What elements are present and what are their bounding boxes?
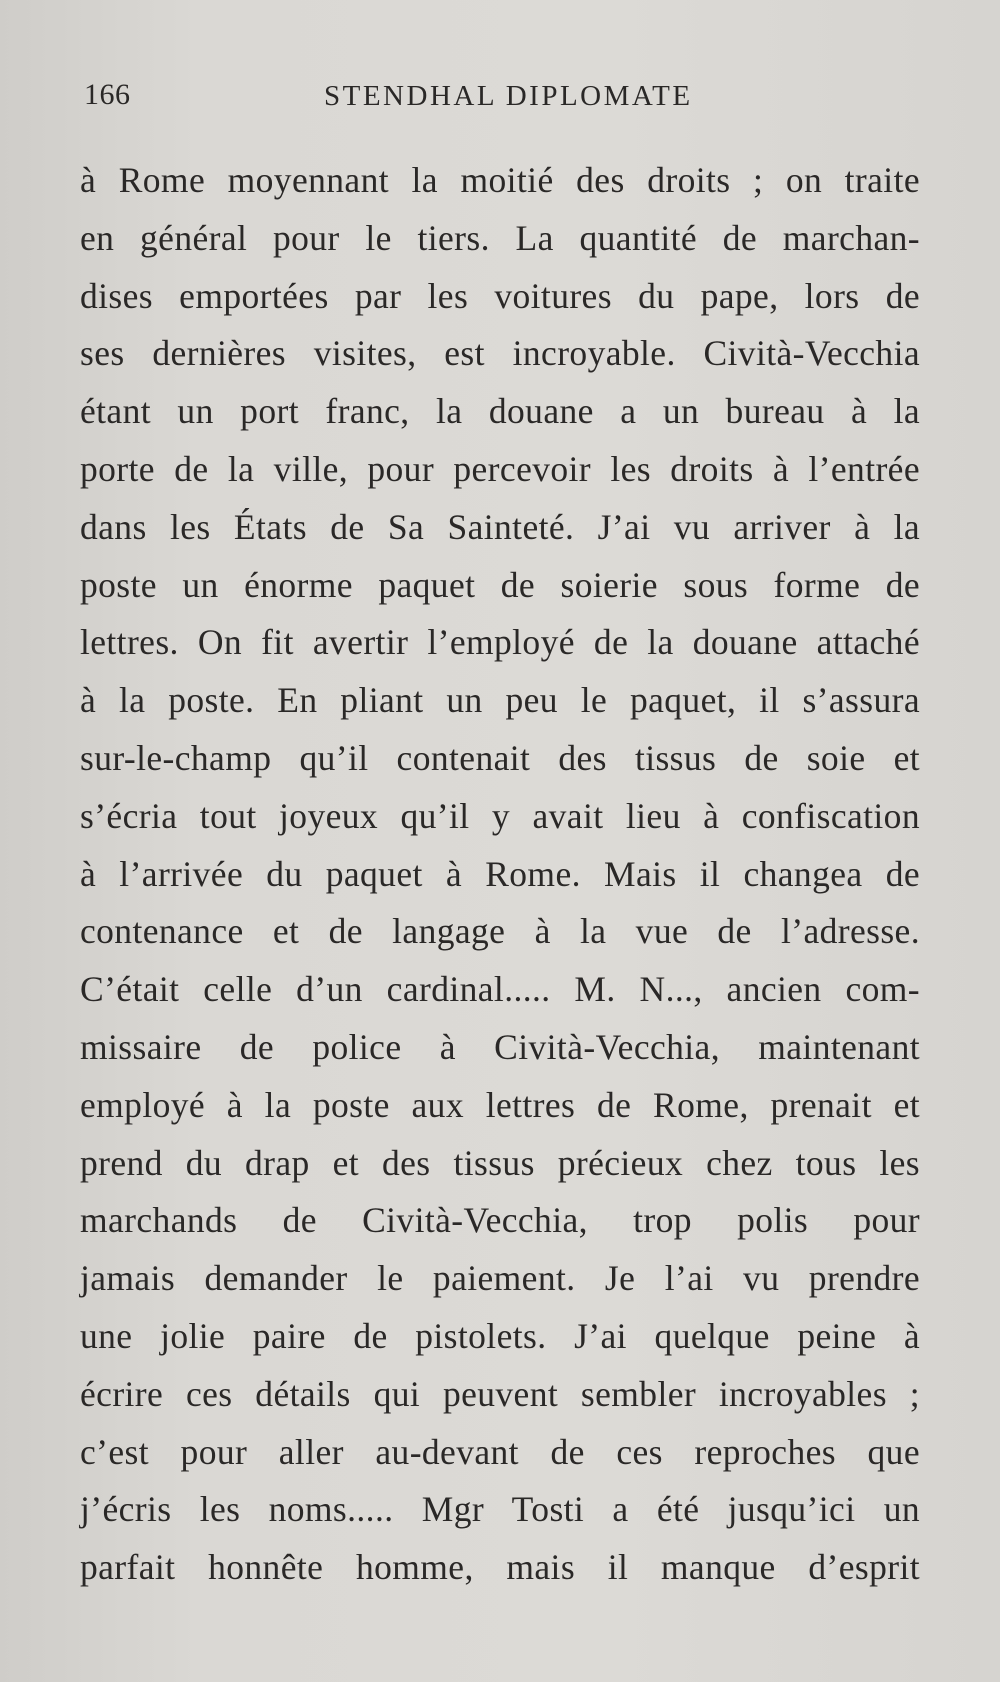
text-line: étant un port franc, la douane a un bureau à la — [80, 391, 920, 432]
text-line: une jolie paire de pistolets. J’ai quelque peine à — [80, 1315, 920, 1356]
text-line: marchands de Cività-Vecchia, trop polis pour — [80, 1200, 920, 1241]
text-line: porte de la ville, pour percevoir les droits à l’entrée — [80, 448, 920, 489]
text-line: écrire ces détails qui peuvent sembler incroyables ; — [80, 1373, 920, 1414]
text-line: lettres. On fit avertir l’employé de la douane attaché — [80, 622, 920, 663]
text-line: à la poste. En pliant un peu le paquet, il s’assura — [80, 680, 920, 721]
text-line: c’est pour aller au-devant de ces reproches que — [80, 1431, 920, 1472]
text-line: contenance et de langage à la vue de l’adresse. — [80, 911, 920, 952]
running-title: STENDHAL DIPLOMATE — [324, 80, 693, 112]
page-header — [84, 78, 924, 118]
text-line: s’écria tout joyeux qu’il y avait lieu à confiscation — [80, 795, 920, 836]
text-line: dises emportées par les voitures du pape, lors de — [80, 275, 920, 316]
text-line: ses dernières visites, est incroyable. Cività-Vecchia — [80, 333, 920, 374]
text-line: à Rome moyennant la moitié des droits ; on traite — [80, 160, 920, 200]
text-line: sur-le-champ qu’il contenait des tissus de soie et — [80, 737, 920, 778]
body-text — [80, 152, 920, 1597]
text-line: à l’arrivée du paquet à Rome. Mais il changea de — [80, 853, 920, 894]
text-line: missaire de police à Cività-Vecchia, maintenant — [80, 1026, 920, 1067]
page-number: 166 — [84, 78, 131, 111]
text-line: en général pour le tiers. La quantité de marchan- — [80, 217, 920, 258]
text-line: C’était celle d’un cardinal..... M. N..., ancien com- — [80, 969, 920, 1010]
text-line: poste un énorme paquet de soierie sous forme de — [80, 564, 920, 605]
text-line: dans les États de Sa Sainteté. J’ai vu arriver à la — [80, 506, 920, 547]
text-line: parfait honnête homme, mais il manque d’esprit — [80, 1547, 920, 1588]
text-line: employé à la poste aux lettres de Rome, prenait et — [80, 1084, 920, 1125]
text-line: prend du drap et des tissus précieux chez tous les — [80, 1142, 920, 1183]
text-line: j’écris les noms..... Mgr Tosti a été jusqu’ici un — [80, 1489, 920, 1530]
text-line: jamais demander le paiement. Je l’ai vu prendre — [80, 1258, 920, 1299]
